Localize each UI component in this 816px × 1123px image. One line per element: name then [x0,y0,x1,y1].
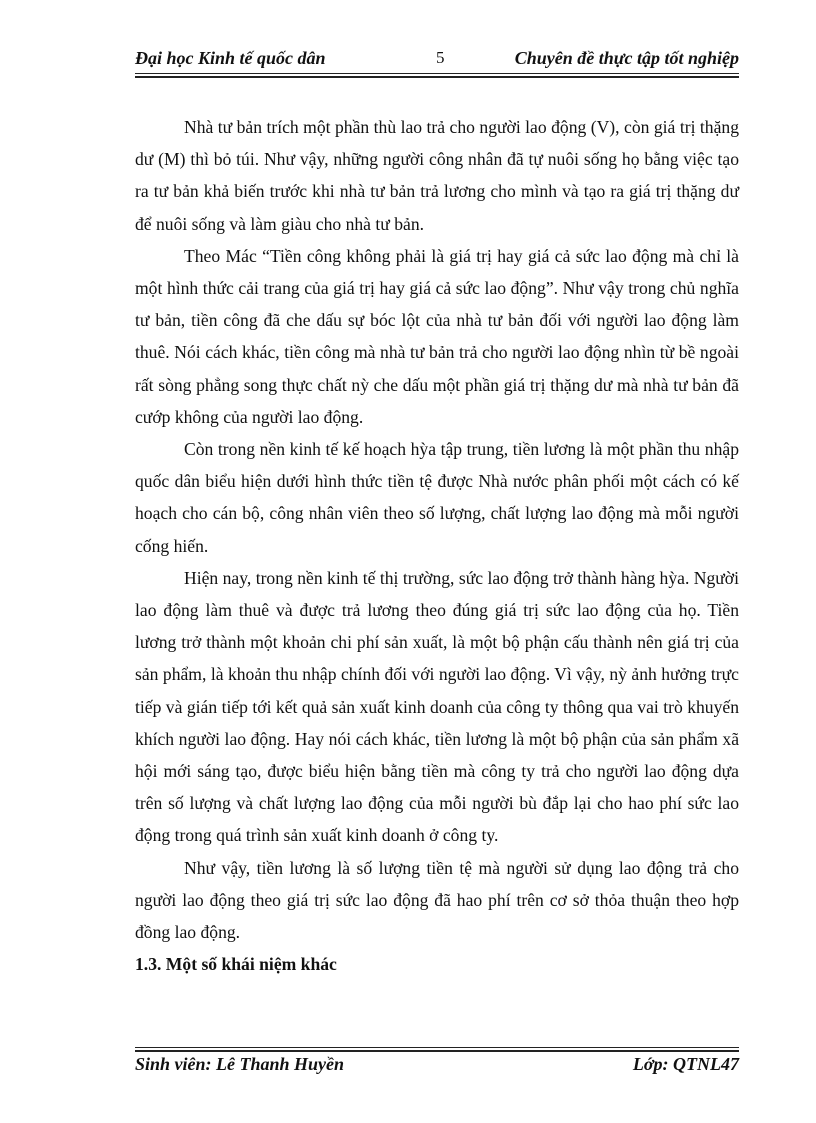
body-paragraph: Còn trong nền kinh tế kế hoạch hỳa tập trung, tiền lương là một phần thu nhập quốc dân biểu hiện dưới hình thức tiền tệ được Nhà nước phân phối một cách có kế hoạch cho cán bộ, công nhân viên theo số lượng, chất lượng lao động mà mỗi người cống hiến. [135,439,739,556]
page-footer [135,1054,739,1078]
section-heading: 1.3. Một số khái niệm khác [135,954,337,975]
body-paragraph: Nhà tư bản trích một phần thù lao trả cho người lao động (V), còn giá trị thặng dư (M) thì bỏ túi. Như vậy, những người công nhân đã tự nuôi sống họ bằng việc tạo ra tư bản khả biến trước khi nhà tư bản trả lương cho mình và tạo ra giá trị thặng dư để nuôi sống và làm giàu cho nhà tư bản. [135,117,739,234]
body-paragraph: Theo Mác “Tiền công không phải là giá trị hay giá cả sức lao động mà chỉ là một hình thức cải trang của giá trị hay giá cả sức lao động”. Như vậy trong chủ nghĩa tư bản, tiền công đã che dấu sự bóc lột của nhà tư bản đối với người lao động làm thuê. Nói cách khác, tiền công mà nhà tư bản trả cho người lao động nhìn từ bề ngoài rất sòng phẳng song thực chất nỳ che dấu một phần giá trị thặng dư mà nhà tư bản đã cướp không của người lao động. [135,245,739,427]
header-university: Đại học Kinh tế quốc dân [135,48,326,68]
page-number: 5 [436,48,445,67]
footer-divider [135,1047,739,1052]
header-divider [135,73,739,78]
footer-class: Lớp: QTNL47 [632,1054,739,1074]
body-paragraph: Như vậy, tiền lương là số lượng tiền tệ mà người sử dụng lao động trả cho người lao động theo giá trị sức lao động đã hao phí trên cơ sở thỏa thuận theo hợp đồng lao động. [135,857,739,943]
page-body [135,111,739,980]
header-doc-title: Chuyên đề thực tập tốt nghiệp [514,48,739,68]
page-header [135,48,739,72]
body-paragraph: Hiện nay, trong nền kinh tế thị trường, sức lao động trở thành hàng hỳa. Người lao động làm thuê và được trả lương theo đúng giá trị sức lao động của họ. Tiền lương trở thành một khoản chi phí sản xuất, là một bộ phận cấu thành nên giá trị của sản phẩm, là khoản thu nhập chính đối với người lao động. Vì vậy, nỳ ảnh hưởng trực tiếp và gián tiếp tới kết quả sản xuất kinh doanh của công ty thông qua vai trò khuyến khích người lao động. Hay nói cách khác, tiền lương là một bộ phận của sản phẩm xã hội mới sáng tạo, được biểu hiện bằng tiền mà công ty trả cho người lao động dựa trên số lượng và chất lượng lao động của mỗi người bù đắp lại cho hao phí sức lao động trong quá trình sản xuất kinh doanh ở công ty. [135,567,739,846]
footer-student: Sinh viên: Lê Thanh Huyền [135,1054,345,1074]
